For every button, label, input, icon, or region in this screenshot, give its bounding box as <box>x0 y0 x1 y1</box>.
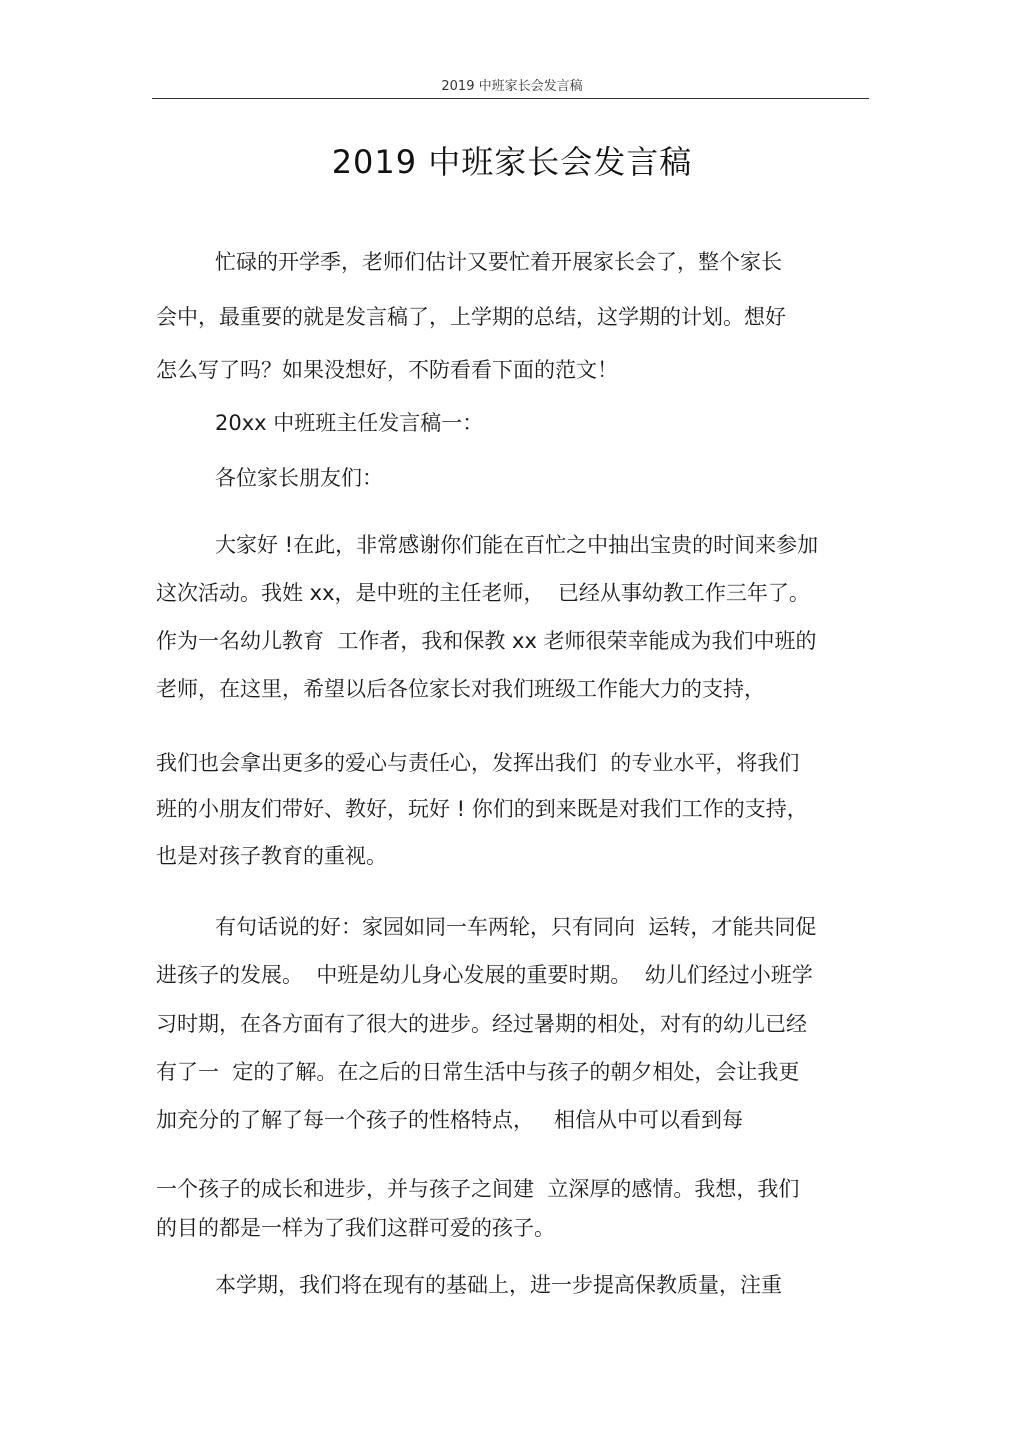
document-title: 2019 中班家长会发言稿 <box>331 143 693 181</box>
text-line: 本学期，我们将在现有的基础上，进一步提高保教质量，注重 <box>215 1273 782 1297</box>
text-line: 会中，最重要的就是发言稿了，上学期的总结，这学期的计划。想好 <box>156 305 786 329</box>
text-line: 有了一 定的了解。在之后的日常生活中与孩子的朝夕相处，会让我更 <box>156 1060 800 1084</box>
text-line: 我们也会拿出更多的爱心与责任心，发挥出我们 的专业水平，将我们 <box>156 751 800 775</box>
text-line: 加充分的了解了每一个孩子的性格特点， 相信从中可以看到每 <box>156 1108 744 1132</box>
text-line: 怎么写了吗？如果没想好，不防看看下面的范文！ <box>156 358 618 382</box>
text-line: 的目的都是一样为了我们这群可爱的孩子。 <box>156 1216 555 1240</box>
header-divider <box>152 98 869 99</box>
text-line: 习时期，在各方面有了很大的进步。经过暑期的相处，对有的幼儿已经 <box>156 1012 807 1036</box>
text-line: 老师，在这里，希望以后各位家长对我们班级工作能大力的支持， <box>156 677 765 701</box>
text-line: 作为一名幼儿教育 工作者，我和保教 xx 老师很荣幸能成为我们中班的 <box>156 629 817 653</box>
running-header: 2019 中班家长会发言稿 <box>441 79 583 94</box>
text-line: 进孩子的发展。 中班是幼儿身心发展的重要时期。 幼儿们经过小班学 <box>156 963 813 987</box>
text-line: 忙碌的开学季，老师们估计又要忙着开展家长会了，整个家长 <box>215 250 782 274</box>
text-line: 大家好 !在此，非常感谢你们能在百忙之中抽出宝贵的时间来参加 <box>215 533 819 557</box>
text-line: 一个孩子的成长和进步，并与孩子之间建 立深厚的感情。我想，我们 <box>156 1177 800 1201</box>
text-line: 各位家长朋友们： <box>215 466 383 490</box>
text-line: 也是对孩子教育的重视。 <box>156 844 387 868</box>
text-line: 班的小朋友们带好、教好，玩好 ! 你们的到来既是对我们工作的支持， <box>156 797 808 821</box>
text-line: 20xx 中班班主任发言稿一： <box>215 411 484 435</box>
text-line: 这次活动。我姓 xx，是中班的主任老师， 已经从事幼教工作三年了。 <box>156 581 810 605</box>
text-line: 有句话说的好：家园如同一车两轮，只有同向 运转，才能共同促 <box>215 915 817 939</box>
